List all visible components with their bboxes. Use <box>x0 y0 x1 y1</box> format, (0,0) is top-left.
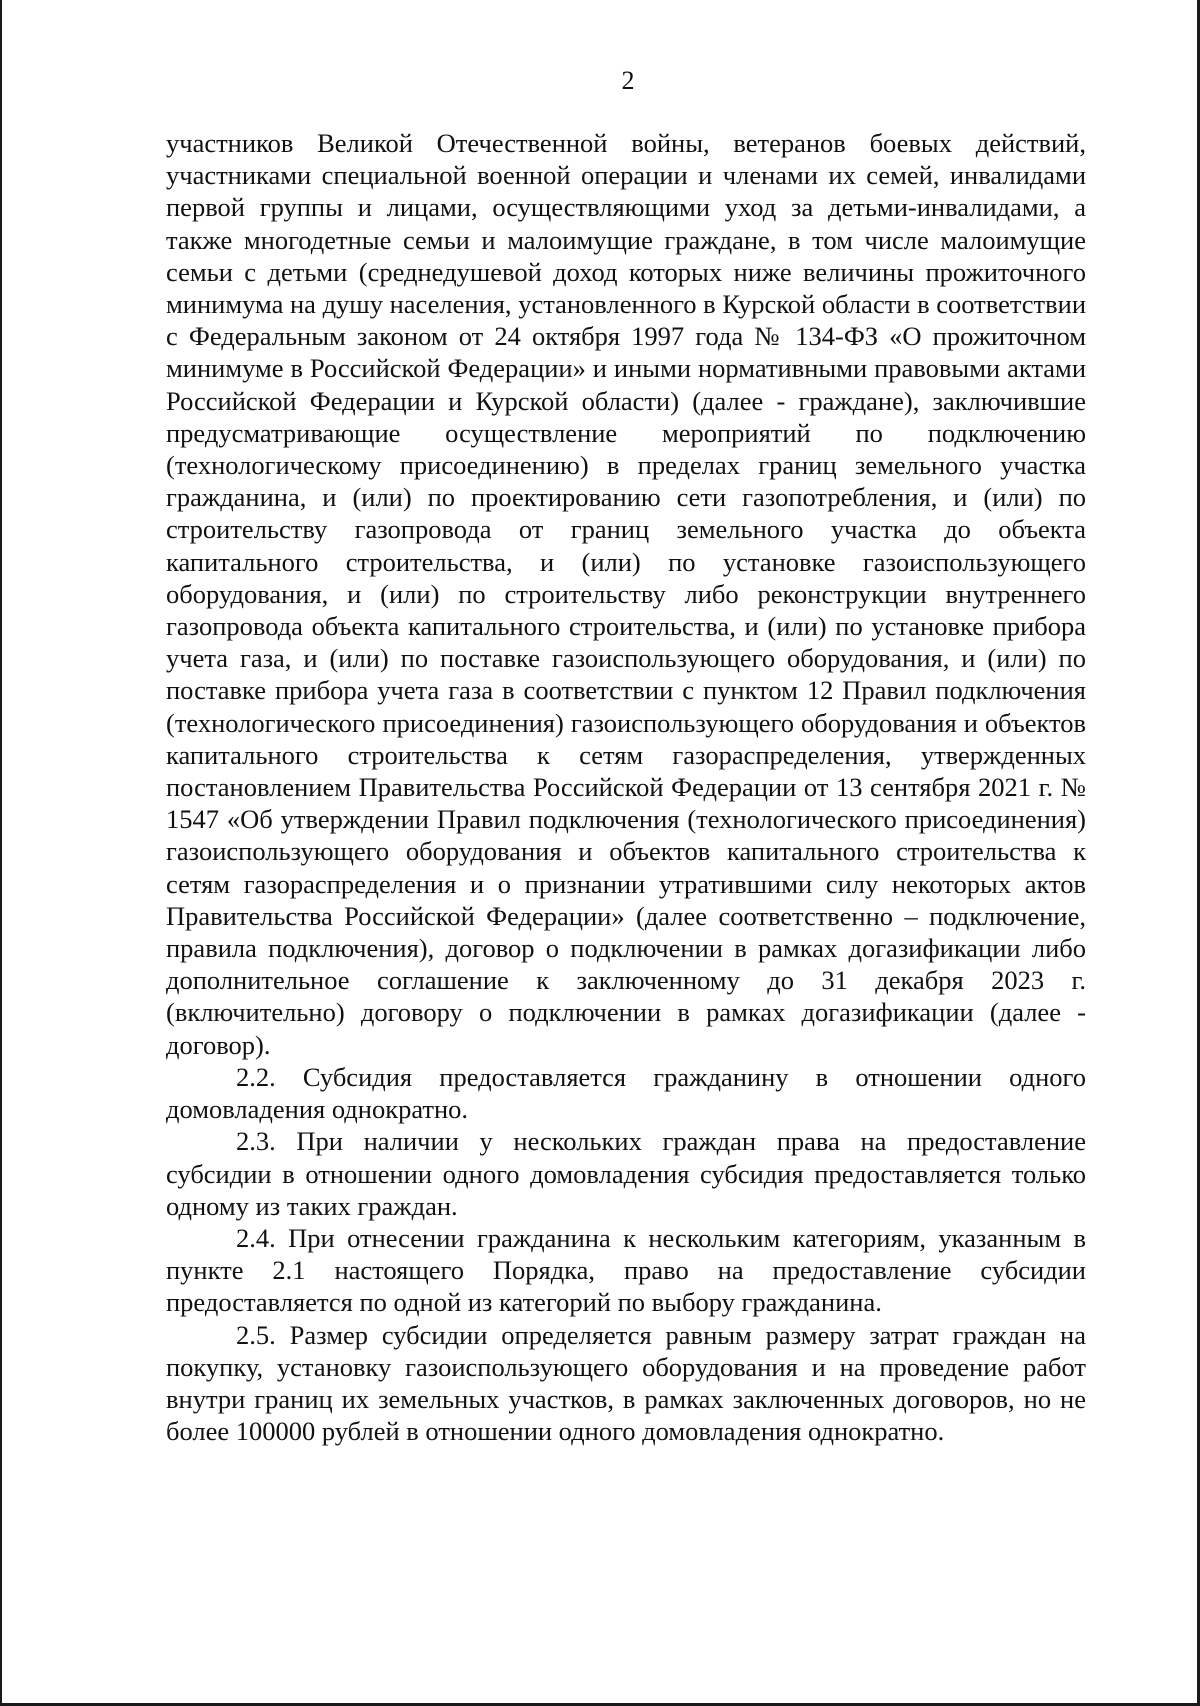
paragraph-2-4: 2.4. При отнесении гражданина к нескольким категориям, указанным в пункте 2.1 настоящего Порядка, право на предоставление субсидии предоставляется по одной из категорий по выбору гражданина. <box>166 1222 1086 1318</box>
paragraph-2-5: 2.5. Размер субсидии определяется равным размеру затрат граждан на покупку, установку газоиспользующего оборудования и на проведение работ внутри границ их земельных участков, в рамках заключенных договоров, но не более 100000 рублей в отношении одного домовладения однократно. <box>166 1319 1086 1447</box>
document-body <box>166 127 1086 1447</box>
scan-border-left <box>0 0 2 1706</box>
paragraph-eligible-citizens: участников Великой Отечественной войны, ветеранов боевых действий, участниками специальной военной операции и членами их семей, инвалидами первой группы и лицами, осуществляющими уход за детьми-инвалидами, а также многодетные семьи и малоимущие граждане, в том числе малоимущие семьи с детьми (среднедушевой доход которых ниже величины прожиточного минимума на душу населения, установленного в Курской области в соответствии с Федеральным законом от 24 октября 1997 года № 134-ФЗ «О прожиточном минимуме в Российской Федерации» и иными нормативными правовыми актами Российской Федерации и Курской области) (далее - граждане), заключившие предусматривающие осуществление мероприятий по подключению (технологическому присоединению) в пределах границ земельного участка гражданина, и (или) по проектированию сети газопотребления, и (или) по строительству газопровода от границ земельного участка до объекта капитального строительства, и (или) по установке газоиспользующего оборудования, и (или) по строительству либо реконструкции внутреннего газопровода объекта капитального строительства, и (или) по установке прибора учета газа, и (или) по поставке газоиспользующего оборудования, и (или) по поставке прибора учета газа в соответствии с пунктом 12 Правил подключения (технологического присоединения) газоиспользующего оборудования и объектов капитального строительства к сетям газораспределения, утвержденных постановлением Правительства Российской Федерации от 13 сентября 2021 г. № 1547 «Об утверждении Правил подключения (технологического присоединения) газоиспользующего оборудования и объектов капитального строительства к сетям газораспределения и о признании утратившими силу некоторых актов Правительства Российской Федерации» (далее соответственно – подключение, правила подключения), договор о подключении в рамках догазификации либо дополнительное соглашение к заключенному до 31 декабря 2023 г. (включительно) договору о подключении в рамках догазификации (далее - договор). <box>166 128 1086 1060</box>
page-number: 2 <box>621 66 635 95</box>
paragraph-2-3: 2.3. При наличии у нескольких граждан права на предоставление субсидии в отношении одного домовладения субсидия предоставляется только одному из таких граждан. <box>166 1126 1086 1221</box>
paragraph-2-2: 2.2. Субсидия предоставляется гражданину в отношении одного домовладения однократно. <box>166 1061 1086 1125</box>
